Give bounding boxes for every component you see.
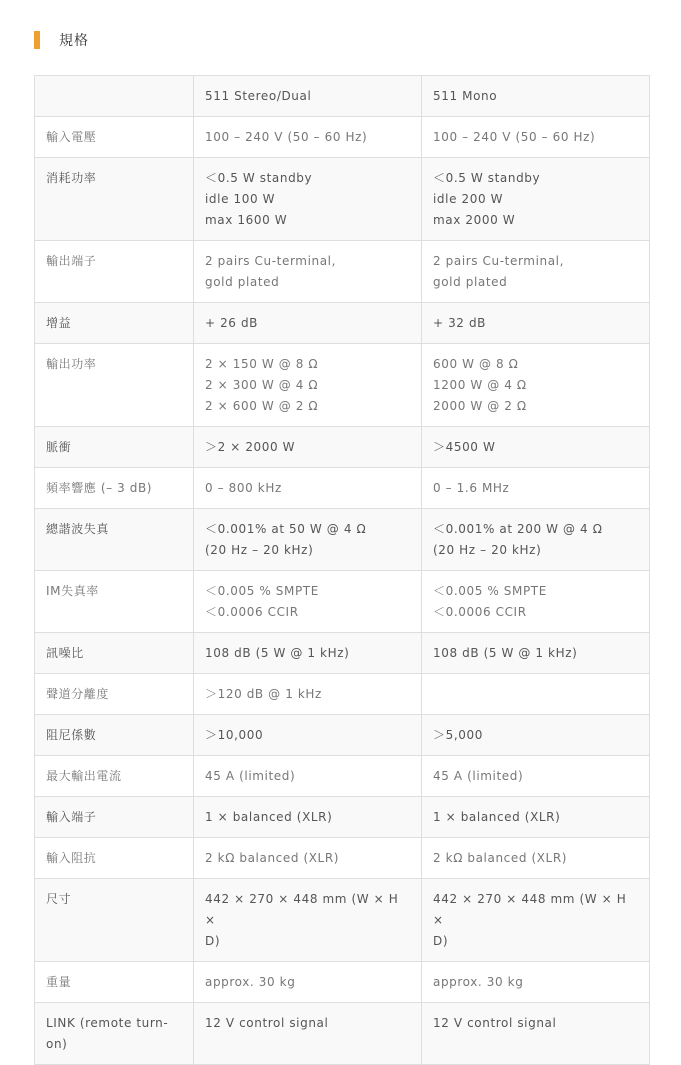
spec-value-line: 100 – 240 V (50 – 60 Hz) [205, 130, 368, 144]
table-row [35, 797, 650, 838]
spec-value-line: 442 × 270 × 448 mm (W × H × [433, 892, 627, 927]
table-header-row [35, 76, 650, 117]
spec-label-cell: 輸入阻抗 [35, 838, 194, 879]
spec-value-line: (20 Hz – 20 kHz) [205, 543, 314, 557]
spec-value-line: ＞10,000 [205, 728, 264, 742]
spec-value-stereo [194, 879, 422, 962]
spec-value-stereo [194, 303, 422, 344]
spec-value-mono [422, 797, 650, 838]
spec-value-line: approx. 30 kg [205, 975, 296, 989]
spec-label-cell: 阻尼係數 [35, 715, 194, 756]
spec-value-line: 1 × balanced (XLR) [433, 810, 561, 824]
spec-value-line: 600 W @ 8 Ω [433, 357, 519, 371]
spec-label-cell: 訊噪比 [35, 633, 194, 674]
spec-value-line: 0 – 800 kHz [205, 481, 282, 495]
spec-value-line: 0 – 1.6 MHz [433, 481, 510, 495]
spec-value-mono [422, 571, 650, 633]
spec-value-mono [422, 674, 650, 715]
spec-value-line: ＞120 dB @ 1 kHz [205, 687, 322, 701]
spec-value-line: + 26 dB [205, 316, 259, 330]
spec-label-cell: IM失真率 [35, 571, 194, 633]
spec-value-line: ＞5,000 [433, 728, 483, 742]
table-row [35, 427, 650, 468]
spec-value-line: idle 200 W [433, 192, 504, 206]
header-cell-empty [35, 76, 194, 117]
spec-label-cell: 消耗功率 [35, 158, 194, 241]
spec-label-cell: 尺寸 [35, 879, 194, 962]
spec-value-mono [422, 427, 650, 468]
spec-value-line: ＜0.001% at 50 W @ 4 Ω [205, 522, 367, 536]
spec-value-line: 442 × 270 × 448 mm (W × H × [205, 892, 399, 927]
spec-value-line: 45 A (limited) [205, 769, 296, 783]
table-row [35, 117, 650, 158]
table-row [35, 241, 650, 303]
header-cell-stereo: 511 Stereo/Dual [194, 76, 422, 117]
section-title: 規格 [59, 33, 89, 49]
spec-value-line: D) [433, 934, 449, 948]
table-row [35, 509, 650, 571]
spec-value-stereo [194, 117, 422, 158]
section-heading [34, 30, 89, 50]
spec-value-line: ＜0.0006 CCIR [205, 605, 299, 619]
spec-value-mono [422, 241, 650, 303]
table-row [35, 1003, 650, 1065]
spec-value-line: ＞4500 W [433, 440, 496, 454]
table-row [35, 674, 650, 715]
spec-value-line: D) [205, 934, 221, 948]
spec-value-stereo [194, 468, 422, 509]
spec-value-mono [422, 303, 650, 344]
spec-value-line: 100 – 240 V (50 – 60 Hz) [433, 130, 596, 144]
spec-value-line: 2 kΩ balanced (XLR) [433, 851, 568, 865]
spec-label-cell: 重量 [35, 962, 194, 1003]
spec-value-mono [422, 1003, 650, 1065]
spec-value-line: 1200 W @ 4 Ω [433, 378, 527, 392]
spec-value-line: 108 dB (5 W @ 1 kHz) [205, 646, 350, 660]
spec-value-line: idle 100 W [205, 192, 276, 206]
spec-label-cell: 脈衝 [35, 427, 194, 468]
table-row [35, 571, 650, 633]
spec-value-line: ＜0.001% at 200 W @ 4 Ω [433, 522, 603, 536]
spec-value-mono [422, 158, 650, 241]
spec-value-stereo [194, 715, 422, 756]
spec-label-cell: 聲道分離度 [35, 674, 194, 715]
spec-value-stereo [194, 633, 422, 674]
spec-value-line: max 1600 W [205, 213, 288, 227]
spec-value-stereo [194, 571, 422, 633]
table-row [35, 303, 650, 344]
spec-value-stereo [194, 158, 422, 241]
spec-label-cell: 輸出端子 [35, 241, 194, 303]
spec-label-cell: 總諧波失真 [35, 509, 194, 571]
spec-label-cell: 最大輸出電流 [35, 756, 194, 797]
spec-value-line: ＜0.5 W standby [205, 171, 313, 185]
spec-value-line: 2 pairs Cu-terminal, [205, 254, 337, 268]
spec-value-line: approx. 30 kg [433, 975, 524, 989]
table-row [35, 344, 650, 427]
spec-value-line: 2 × 300 W @ 4 Ω [205, 378, 319, 392]
spec-label-cell: 增益 [35, 303, 194, 344]
spec-value-line: 12 V control signal [205, 1016, 329, 1030]
spec-value-stereo [194, 241, 422, 303]
spec-value-line: 12 V control signal [433, 1016, 557, 1030]
spec-value-line: gold plated [205, 275, 280, 289]
spec-value-line: 2 pairs Cu-terminal, [433, 254, 565, 268]
spec-table [34, 75, 650, 1065]
spec-label-cell: 頻率響應 (– 3 dB) [35, 468, 194, 509]
spec-label-cell: 輸出功率 [35, 344, 194, 427]
spec-value-line: 2 × 150 W @ 8 Ω [205, 357, 319, 371]
table-row [35, 158, 650, 241]
spec-value-mono [422, 633, 650, 674]
spec-value-line: 2 kΩ balanced (XLR) [205, 851, 340, 865]
spec-value-stereo [194, 838, 422, 879]
header-cell-mono: 511 Mono [422, 76, 650, 117]
spec-value-line: ＞2 × 2000 W [205, 440, 296, 454]
spec-value-mono [422, 117, 650, 158]
spec-value-mono [422, 715, 650, 756]
table-row [35, 633, 650, 674]
spec-value-mono [422, 962, 650, 1003]
spec-value-stereo [194, 344, 422, 427]
spec-value-stereo [194, 427, 422, 468]
spec-value-line: 1 × balanced (XLR) [205, 810, 333, 824]
spec-value-stereo [194, 509, 422, 571]
spec-value-line: ＜0.0006 CCIR [433, 605, 527, 619]
spec-value-line: (20 Hz – 20 kHz) [433, 543, 542, 557]
spec-value-mono [422, 879, 650, 962]
table-row [35, 715, 650, 756]
spec-value-stereo [194, 674, 422, 715]
spec-value-line: 2000 W @ 2 Ω [433, 399, 527, 413]
spec-value-line: ＜0.005 % SMPTE [205, 584, 319, 598]
spec-value-line: ＜0.5 W standby [433, 171, 541, 185]
spec-value-stereo [194, 1003, 422, 1065]
spec-value-line: max 2000 W [433, 213, 516, 227]
table-row [35, 468, 650, 509]
table-row [35, 879, 650, 962]
spec-value-stereo [194, 797, 422, 838]
spec-value-stereo [194, 962, 422, 1003]
spec-value-line: 108 dB (5 W @ 1 kHz) [433, 646, 578, 660]
table-row [35, 962, 650, 1003]
heading-accent-bar [34, 31, 40, 49]
spec-label-cell: 輸入端子 [35, 797, 194, 838]
spec-value-line: 45 A (limited) [433, 769, 524, 783]
spec-value-mono [422, 756, 650, 797]
spec-table-body [35, 76, 650, 1065]
spec-label-cell: 輸入電壓 [35, 117, 194, 158]
spec-value-stereo [194, 756, 422, 797]
table-row [35, 838, 650, 879]
spec-value-line: gold plated [433, 275, 508, 289]
spec-value-line: 2 × 600 W @ 2 Ω [205, 399, 319, 413]
spec-value-mono [422, 838, 650, 879]
spec-value-mono [422, 468, 650, 509]
spec-value-mono [422, 344, 650, 427]
spec-value-mono [422, 509, 650, 571]
spec-label-cell: LINK (remote turn-on) [35, 1003, 194, 1065]
spec-value-line: ＜0.005 % SMPTE [433, 584, 547, 598]
spec-value-line: + 32 dB [433, 316, 487, 330]
table-row [35, 756, 650, 797]
